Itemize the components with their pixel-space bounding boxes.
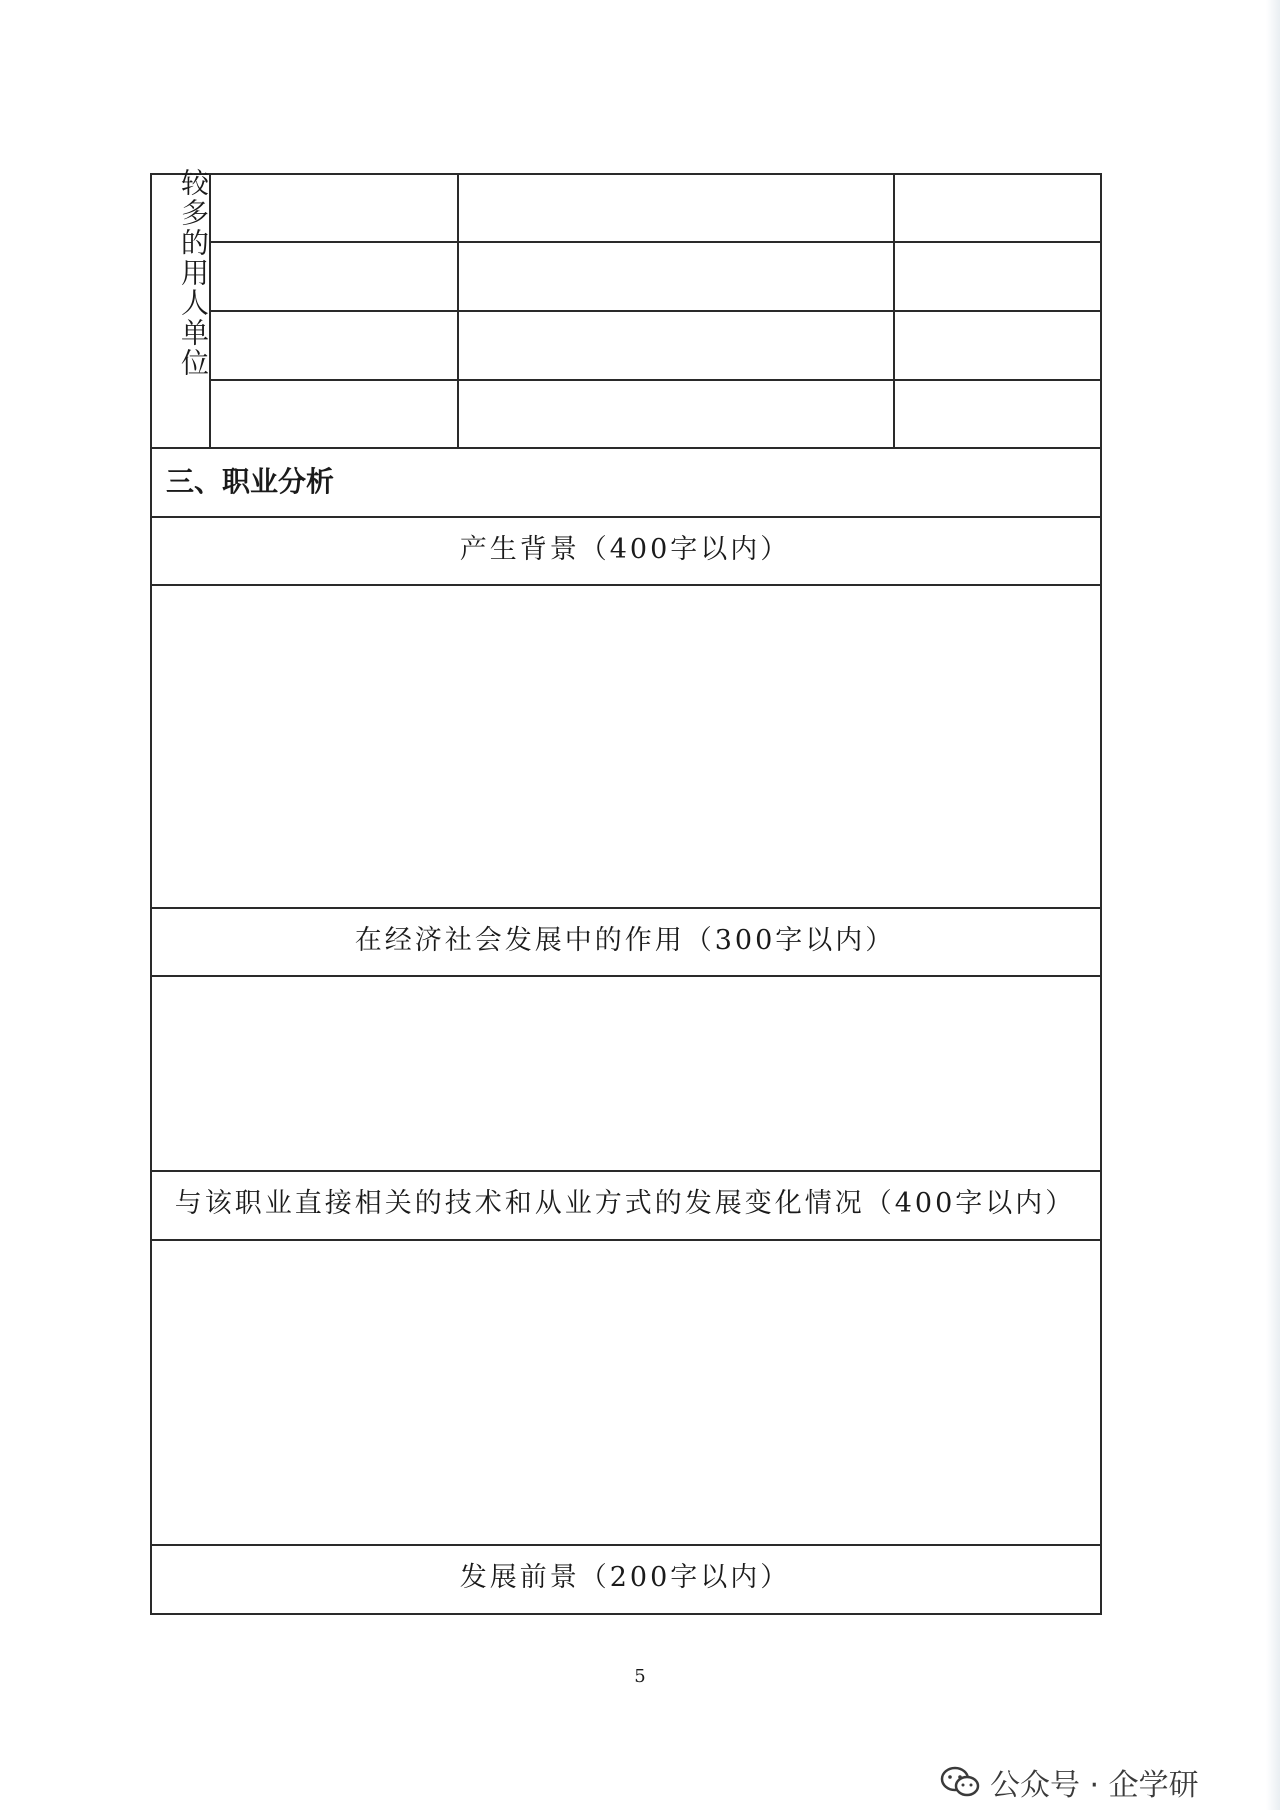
row-divider — [150, 1544, 1102, 1546]
employer-label: 较多的用人单位 — [177, 168, 210, 378]
row-divider — [150, 1239, 1102, 1241]
row-title-background: 产生背景（400字以内） — [459, 534, 791, 565]
row-title-prospects: 发展前景（200字以内） — [459, 1562, 791, 1593]
row-divider — [210, 310, 1102, 312]
table-right-border — [1100, 173, 1102, 1615]
row-divider — [150, 1170, 1102, 1172]
wechat-icon — [940, 1765, 980, 1799]
watermark-text: 公众号 · 企学研 — [990, 1768, 1199, 1803]
employer-cell[interactable] — [212, 382, 456, 446]
employer-cell[interactable] — [212, 244, 456, 309]
row-divider — [150, 975, 1102, 977]
section-title: 三、职业分析 — [166, 465, 335, 498]
watermark — [940, 1762, 1199, 1802]
employer-cell[interactable] — [896, 382, 1099, 446]
row-divider — [150, 516, 1102, 518]
content-box-background[interactable] — [153, 587, 1099, 906]
row-title-role: 在经济社会发展中的作用（300字以内） — [354, 925, 896, 956]
employer-cell[interactable] — [460, 175, 892, 240]
row-divider — [210, 241, 1102, 243]
table-left-border — [150, 173, 152, 1615]
content-box-technology[interactable] — [153, 1242, 1099, 1543]
employer-cell[interactable] — [460, 313, 892, 378]
column-divider — [893, 173, 895, 449]
employer-cell[interactable] — [896, 313, 1099, 378]
column-divider — [457, 173, 459, 449]
row-divider — [210, 379, 1102, 381]
row-divider — [150, 584, 1102, 586]
row-divider — [150, 447, 1102, 449]
employer-cell[interactable] — [896, 175, 1099, 240]
employer-cell[interactable] — [212, 313, 456, 378]
employer-cell[interactable] — [896, 244, 1099, 309]
scan-edge — [1266, 0, 1280, 1810]
table-bottom-border — [150, 1613, 1102, 1615]
row-title-technology: 与该职业直接相关的技术和从业方式的发展变化情况（400字以内） — [174, 1188, 1076, 1219]
employer-cell[interactable] — [460, 382, 892, 446]
page-number: 5 — [634, 1666, 646, 1687]
employer-cell[interactable] — [212, 175, 456, 240]
content-box-role[interactable] — [153, 978, 1099, 1169]
row-divider — [150, 907, 1102, 909]
employer-cell[interactable] — [460, 244, 892, 309]
